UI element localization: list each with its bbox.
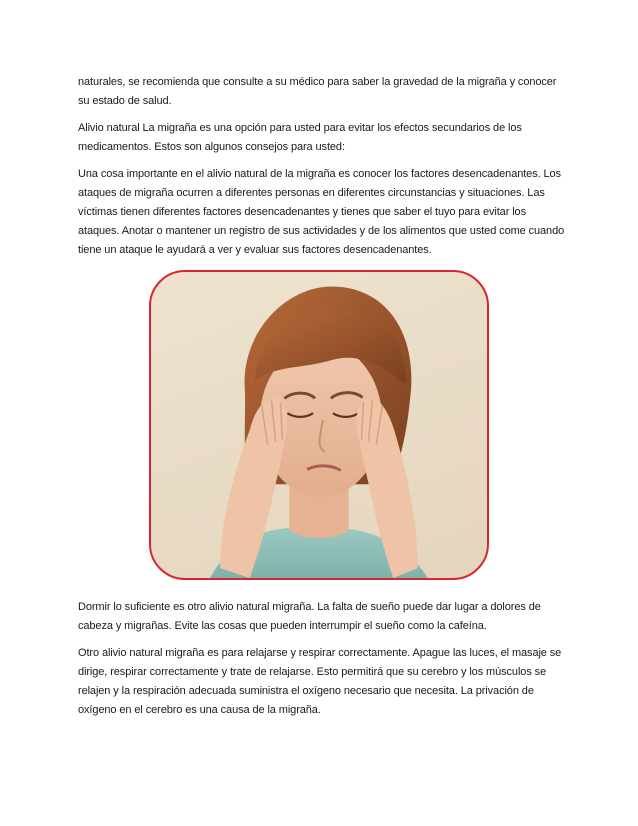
paragraph-relax-breathe: Otro alivio natural migraña es para relajarse y respirar correctamente. Apague las luces, el masaje se dirige, respirar correctamente y trate de relajarse. Esto permitirá que su cerebro y los músculos se relajen y la respiración adecuada suministra el oxígeno necesario que necesita. La privación de oxígeno en el cerebro es una causa de la migraña. bbox=[78, 647, 562, 716]
paragraph-sleep: Dormir lo suficiente es otro alivio natural migraña. La falta de sueño puede dar lugar a dolores de cabeza y migrañas. Evite las cosas que pueden interrumpir el sueño como la cafeína. bbox=[78, 601, 541, 632]
bottom-text-section bbox=[78, 598, 568, 728]
paragraph-natural-relief: Alivio natural La migraña es una opción para usted para evitar los efectos secundarios de los medicamentos. Estos son algunos consejos para usted: bbox=[78, 122, 522, 153]
paragraph-intro-continuation: naturales, se recomienda que consulte a su médico para saber la gravedad de la migraña y conocer su estado de salud. bbox=[78, 76, 557, 107]
paragraph-triggers: Una cosa importante en el alivio natural de la migraña es conocer los factores desencadenantes. Los ataques de migraña ocurren a diferentes personas en diferentes circunstancias y situaciones. Las víctimas tienen diferentes factores desencadenantes y tienes que saber el tuyo para evitar los ataques. Anotar o mantener un registro de sus actividades y de los alimentos que usted come cuando tiene un ataque le ayudará a ver y evaluar sus factores desencadenantes. bbox=[78, 168, 565, 256]
woman-headache-illustration bbox=[151, 272, 487, 578]
migraine-photo bbox=[149, 270, 489, 580]
top-text-section bbox=[78, 73, 568, 268]
